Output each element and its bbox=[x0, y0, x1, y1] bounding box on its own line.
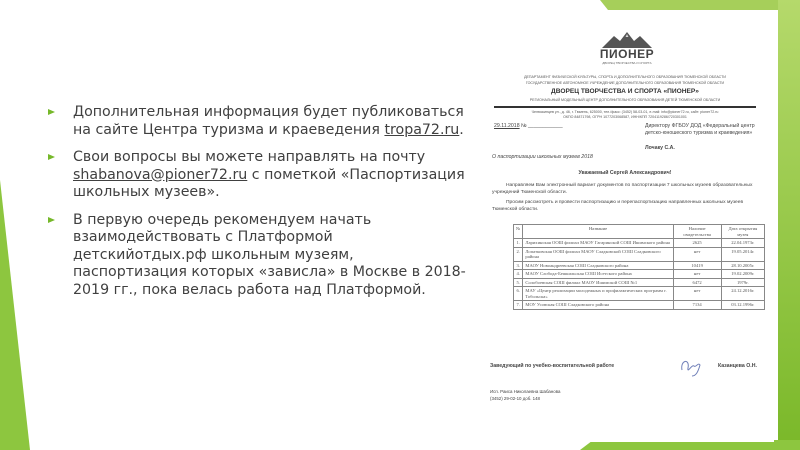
table-row bbox=[514, 278, 765, 287]
header-date: Дата открытия музея bbox=[721, 225, 764, 239]
bullet-text: В первую очередь рекомендуем начать взаимодействовать с Платформой детскийотдых.рф школьным музеям, паспортизация которых «зависла» в Москве в 2018-2019 гг., пока велась работа над Платформой. bbox=[73, 211, 466, 298]
dept-line: ДЕПАРТАМЕНТ ФИЗИЧЕСКОЙ КУЛЬТУРЫ, СПОРТА И ДОПОЛНИТЕЛЬНОГО ОБРАЗОВАНИЯ ТЮМЕНСКОЙ ОБЛАСТИ bbox=[524, 75, 726, 79]
signer-name: Казанцева О.Н. bbox=[718, 363, 757, 369]
cell-date: 1979г. bbox=[721, 278, 764, 287]
link-tropa72[interactable]: tropa72.ru bbox=[384, 121, 460, 138]
table-row bbox=[514, 261, 765, 270]
bullet-item bbox=[48, 104, 468, 139]
bullet-text-end: . bbox=[459, 121, 464, 138]
cell-date: 22.04.1973г. bbox=[721, 239, 764, 248]
cell-certificate: 2625 bbox=[673, 239, 721, 248]
bullet-item bbox=[48, 149, 468, 202]
cell-name: МАОУ Слобода-Бешкильская СОШ Исетского района bbox=[523, 270, 673, 279]
bullet-item bbox=[48, 212, 468, 300]
arrow-bullet-icon bbox=[48, 154, 55, 160]
cell-num: 7. bbox=[514, 301, 523, 310]
cell-certificate: 7134 bbox=[673, 301, 721, 310]
cell-name: МАУ «Центр реализации молодежных и профилактических программ г. Тобольска» bbox=[523, 287, 673, 301]
cell-num: 1. bbox=[514, 239, 523, 248]
header-num: № bbox=[514, 225, 523, 239]
cell-name: Ларихинская ООШ филиал МАОУ Гагаринской СОШ Ишимского района bbox=[523, 239, 673, 248]
table-header-row bbox=[514, 225, 765, 239]
table-body bbox=[514, 239, 765, 310]
bullet-list bbox=[48, 104, 468, 309]
addressee-name: Лочаку С.А. bbox=[645, 145, 675, 151]
org-sub: РЕГИОНАЛЬНЫЙ МОДЕЛЬНЫЙ ЦЕНТР ДОПОЛНИТЕЛЬНОГО ОБРАЗОВАНИЯ ДЕТЕЙ ТЮМЕНСКОЙ ОБЛАСТИ bbox=[529, 98, 721, 102]
header-certificate: Наличие свидетельства bbox=[673, 225, 721, 239]
number-label: № bbox=[521, 123, 527, 129]
cell-certificate: 10419 bbox=[673, 261, 721, 270]
executor-phone: (3452) 29-02-10 доб. 148 bbox=[490, 396, 540, 401]
cell-name: МОУ Усовская СОШ Сладковского района bbox=[523, 301, 673, 310]
signature-icon bbox=[678, 356, 704, 378]
bullet-text-end: с пометкой «Паспортизация школьных музеев». bbox=[73, 166, 465, 200]
signer-title: Заведующий по учебно-воспитательной работе bbox=[490, 363, 615, 369]
table-row bbox=[514, 301, 765, 310]
letter-subject: О паспортизации школьных музеев 2018 bbox=[492, 154, 593, 160]
pioner-logo bbox=[592, 30, 662, 65]
header-name: Название bbox=[523, 225, 673, 239]
paragraph-2: Просим рассмотреть и провести паспортизацию и перепаспортизацию направленных школьных музеев Тюменской области. bbox=[492, 200, 744, 212]
museums-table bbox=[513, 224, 765, 310]
cell-certificate: нет bbox=[673, 270, 721, 279]
institution-line: ГОСУДАРСТВЕННОЕ АВТОНОМНОЕ УЧРЕЖДЕНИЕ ДОПОЛНИТЕЛЬНОГО ОБРАЗОВАНИЯ ТЮМЕНСКОЙ ОБЛАСТИ bbox=[525, 81, 725, 85]
letter-date: 29.11.2018 bbox=[494, 123, 520, 129]
table-row bbox=[514, 270, 765, 279]
cell-certificate: нет bbox=[673, 247, 721, 261]
cell-date: 03.12.1996г. bbox=[721, 301, 764, 310]
bullet-text: Свои вопросы вы можете направлять на почту bbox=[73, 149, 426, 165]
cell-date: 24.12.2016г. bbox=[721, 287, 764, 301]
arrow-bullet-icon bbox=[48, 217, 55, 223]
cell-date: 19.05.2014г. bbox=[721, 247, 764, 261]
arrow-bullet-icon bbox=[48, 109, 55, 115]
logo-sub: ДВОРЕЦ ТВОРЧЕСТВА И СПОРТА bbox=[602, 61, 652, 65]
decorative-green-strip-top bbox=[600, 0, 800, 10]
cell-num: 4. bbox=[514, 270, 523, 279]
decorative-green-triangle bbox=[0, 0, 30, 450]
addressee: Директору ФГБОУ ДОД «Федеральный центр детско-юношеского туризма и краеведения» bbox=[645, 123, 755, 136]
table-row bbox=[514, 247, 765, 261]
cell-name: МАОУ Новоандреевская СОШ Сладковского района bbox=[523, 261, 673, 270]
codes-line: ОКПО 84871798, ОГРН 1077203068587, ИНН/КПП 7204119286/720301001 bbox=[563, 115, 687, 119]
paragraph-1: Направляем Вам электронный вариант документов по паспортизации 7 школьных музеев образовательных учреждений Тюменской области. bbox=[492, 183, 753, 195]
cell-date: 19.02.2009г. bbox=[721, 270, 764, 279]
cell-num: 6. bbox=[514, 287, 523, 301]
logo-name: ПИОНЕР bbox=[599, 47, 655, 61]
cell-certificate: 6472 bbox=[673, 278, 721, 287]
cell-name: Лопатковская ООШ филиал МАОУ Сладковской СОШ Сладковского района bbox=[523, 247, 673, 261]
address-line: Челюскинцев ул., д. 46, г. Тюмень, 625000, тел./факс: (3452) 58-03-01, e-mail: info@pioner72.ru, сайт: pioner72.ru bbox=[531, 110, 719, 114]
greeting: Уважаемый Сергей Александрович! bbox=[578, 170, 672, 176]
bullet-text: Дополнительная информация будет публиковаться на сайте Центра туризма и краеведения bbox=[73, 104, 464, 138]
cell-num: 3. bbox=[514, 261, 523, 270]
table-row bbox=[514, 287, 765, 301]
cell-date: 28.10.2005г. bbox=[721, 261, 764, 270]
cell-certificate: нет bbox=[673, 287, 721, 301]
org-title: ДВОРЕЦ ТВОРЧЕСТВА И СПОРТА «ПИОНЕР» bbox=[551, 88, 699, 95]
header-rule bbox=[494, 106, 756, 108]
cell-num: 2. bbox=[514, 247, 523, 261]
table-row bbox=[514, 239, 765, 248]
link-email[interactable]: shabanova@pioner72.ru bbox=[73, 166, 248, 183]
decorative-green-bar bbox=[778, 0, 800, 450]
mountain-icon bbox=[602, 30, 652, 48]
executor: Исп. Раиса Николаевна Шабанова bbox=[490, 389, 561, 394]
cell-name: Солобоевская СОШ филиал МАОУ Ишимской СОШ №1 bbox=[523, 278, 673, 287]
cell-num: 5. bbox=[514, 278, 523, 287]
